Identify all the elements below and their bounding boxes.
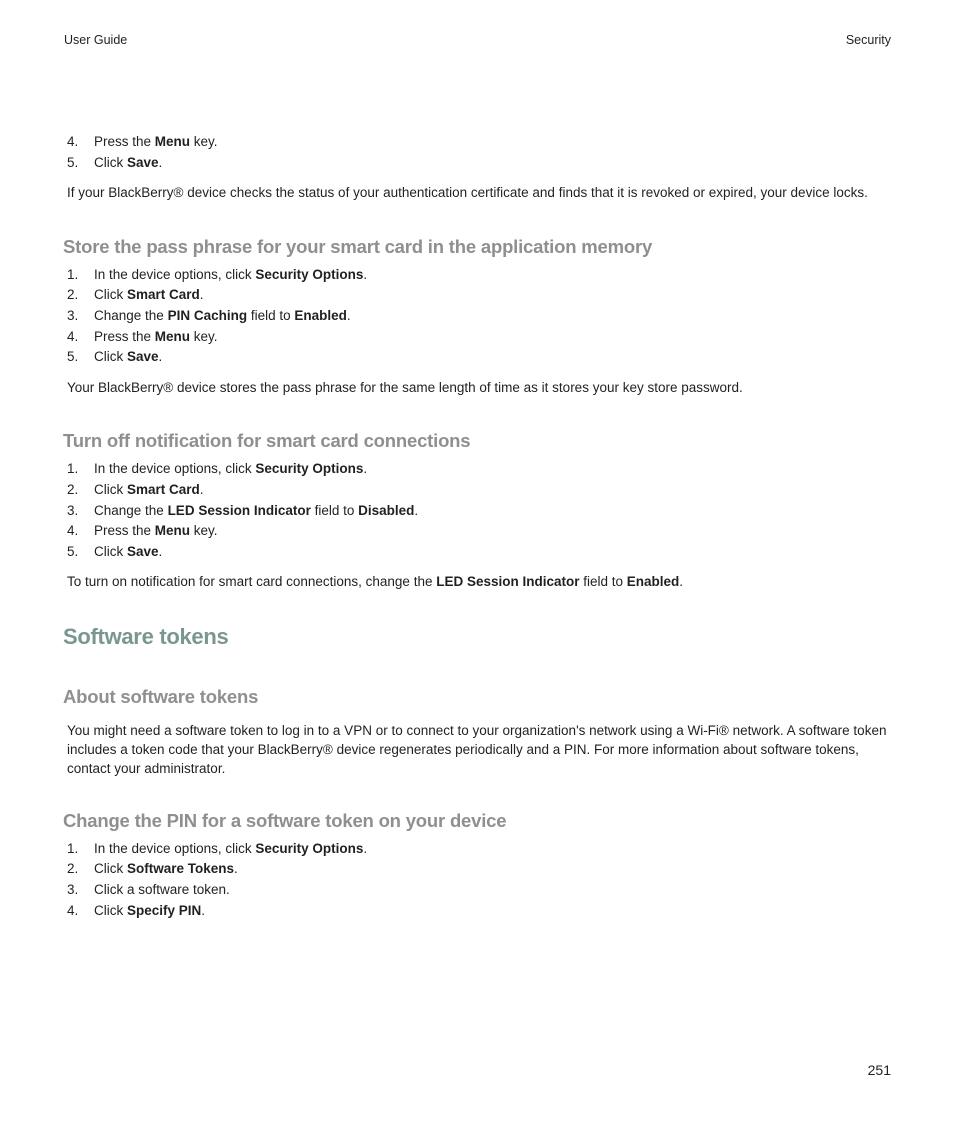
text-run: In the device options, click	[94, 267, 256, 282]
running-header-section: Security	[845, 33, 891, 47]
ui-term: Security Options	[255, 841, 364, 856]
text-run: .	[414, 503, 419, 518]
text-run: .	[158, 155, 163, 170]
text-run: Click	[94, 155, 127, 170]
ui-term: Save	[127, 349, 159, 364]
text-run: .	[199, 482, 204, 497]
list-item: 3. Click a software token.	[67, 882, 230, 897]
text-run: Your BlackBerry® device stores the pass phrase for the same length of time as it stores your key store password.	[67, 380, 743, 395]
text-run: field to	[247, 308, 295, 323]
text-run: .	[679, 574, 684, 589]
list-item: 3. Change the PIN Caching field to Enabled.	[67, 308, 351, 323]
list-item: 4. Press the Menu key.	[67, 523, 218, 538]
text-run: .	[201, 903, 206, 918]
text-run: Click	[94, 287, 127, 302]
text-run: .	[346, 308, 351, 323]
ui-term: Specify PIN	[127, 903, 202, 918]
text-run: If your BlackBerry® device checks the status of your authentication certificate and finds that it is revoked or expired, your device locks.	[67, 185, 868, 200]
list-item: 2. Click Smart Card.	[67, 482, 204, 497]
ui-term: LED Session Indicator	[167, 503, 311, 518]
ui-term: Smart Card	[127, 482, 200, 497]
page-number: 251	[867, 1062, 891, 1078]
text-run: .	[363, 841, 368, 856]
ui-term: Enabled	[294, 308, 347, 323]
text-run: Press the	[94, 523, 155, 538]
text-run: Click	[94, 482, 127, 497]
text-run: Click	[94, 544, 127, 559]
text-run: Click a software token.	[94, 882, 230, 897]
text-run: field to	[310, 503, 359, 518]
text-run: key.	[190, 523, 218, 538]
ui-term: Software Tokens	[127, 861, 235, 876]
section-heading: Turn off notification for smart card connections	[63, 430, 471, 451]
text-run: .	[234, 861, 238, 876]
ui-term: Save	[127, 544, 159, 559]
ui-term: LED Session Indicator	[436, 574, 580, 589]
ui-term: Disabled	[358, 503, 415, 518]
text-run: Change the	[94, 503, 168, 518]
paragraph	[67, 574, 683, 589]
list-item: 1. In the device options, click Security Options.	[67, 267, 368, 282]
list-item: 2. Click Software Tokens.	[67, 861, 238, 876]
chapter-heading: Software tokens	[63, 624, 229, 649]
text-run: In the device options, click	[94, 841, 256, 856]
text-run: .	[158, 349, 163, 364]
paragraph	[67, 721, 897, 778]
text-run: .	[199, 287, 204, 302]
text-run: key.	[190, 134, 218, 149]
ui-term: Menu	[154, 134, 191, 149]
list-item: 4. Press the Menu key.	[67, 134, 218, 149]
running-header-title: User Guide	[64, 33, 128, 47]
list-item: 4. Click Specify PIN.	[67, 903, 206, 918]
ui-term: Enabled	[626, 574, 680, 589]
text-run: Click	[94, 861, 127, 876]
ui-term: Save	[127, 155, 159, 170]
paragraph	[67, 185, 868, 200]
text-run: .	[363, 461, 368, 476]
section-heading: About software tokens	[63, 686, 259, 707]
text-run: .	[363, 267, 368, 282]
list-item: 1. In the device options, click Security Options.	[67, 461, 368, 476]
section-heading: Change the PIN for a software token on your device	[63, 810, 507, 831]
ui-term: Security Options	[255, 267, 364, 282]
text-run: Click	[94, 903, 127, 918]
list-item: 5. Click Save.	[67, 349, 163, 364]
paragraph	[67, 380, 743, 395]
text-run: Press the	[94, 134, 155, 149]
ui-term: PIN Caching	[167, 308, 248, 323]
text-run: field to	[579, 574, 627, 589]
list-item: 5. Click Save.	[67, 544, 163, 559]
list-item: 3. Change the LED Session Indicator field to Disabled.	[67, 503, 419, 518]
text-run: Press the	[94, 329, 155, 344]
list-item: 1. In the device options, click Security Options.	[67, 841, 368, 856]
list-item: 2. Click Smart Card.	[67, 287, 204, 302]
text-run: You might need a software token to log in to a VPN or to connect to your organization's network using a Wi-Fi® network. A software token includes a token code that your BlackBerry® device regenerates periodically and a PIN. For more information about software tokens, contact your administrator.	[67, 723, 887, 776]
ui-term: Security Options	[255, 461, 364, 476]
text-run: .	[158, 544, 163, 559]
ui-term: Smart Card	[127, 287, 200, 302]
text-run: In the device options, click	[94, 461, 256, 476]
ui-term: Menu	[154, 523, 191, 538]
text-run: Click	[94, 349, 127, 364]
list-item: 5. Click Save.	[67, 155, 163, 170]
section-heading: Store the pass phrase for your smart card in the application memory	[63, 236, 653, 257]
text-run: Change the	[94, 308, 168, 323]
ui-term: Menu	[154, 329, 191, 344]
list-item: 4. Press the Menu key.	[67, 329, 218, 344]
text-run: To turn on notification for smart card connections, change the	[67, 574, 437, 589]
text-run: key.	[190, 329, 218, 344]
